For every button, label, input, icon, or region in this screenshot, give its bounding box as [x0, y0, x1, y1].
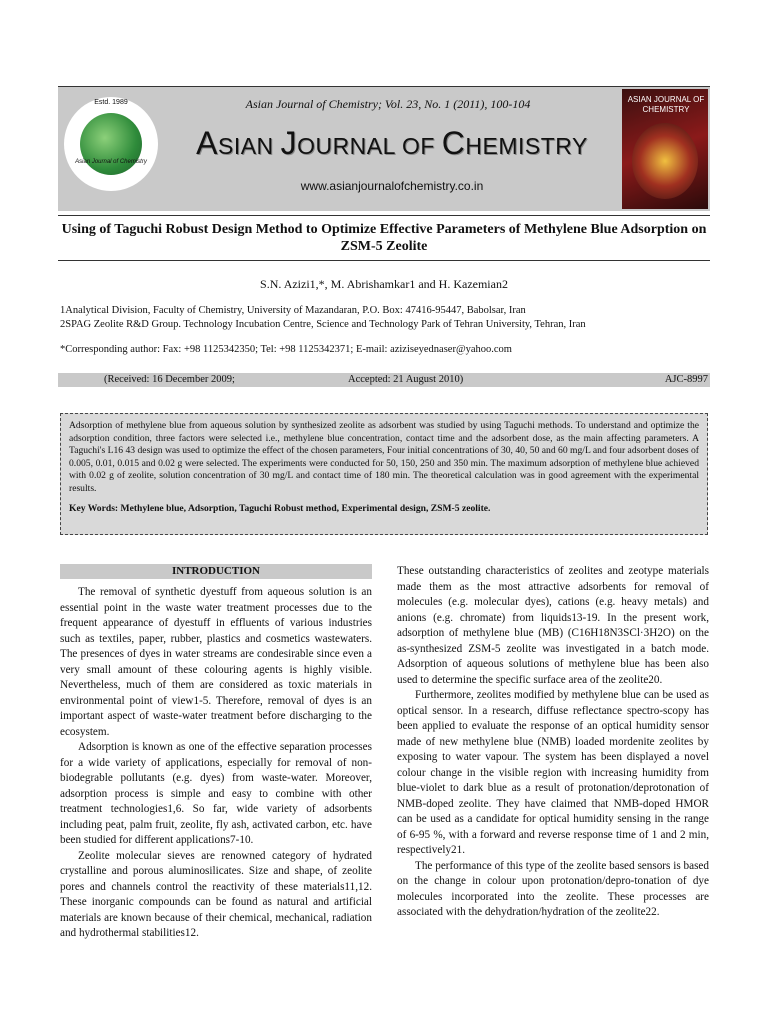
article-code: AJC-8997	[664, 374, 708, 385]
paragraph: These outstanding characteristics of zeolites and zeotype materials made them as the most attractive adsorbents for removal of molecules (e.g. molecular dyes), cations (e.g. heavy metals) and anions (e.g. chromate) from liquids13-19. In the present work, adsorption of methylene blue (MB) (C16H18N3SCl·3H2O) on the as-synthesized ZSM-5 zeolite was investigated in a batch mode. Adsorption of aqueous solutions of methylene blue has been also used to determine the specific surface area of the zeolite20.	[397, 565, 709, 686]
affiliation-2: 2SPAG Zeolite R&D Group. Technology Incubation Centre, Science and Technology Park of Tehran University, Tehran, Iran	[60, 319, 586, 330]
divider	[58, 215, 710, 216]
abstract-text: Adsorption of methylene blue from aqueous solution by synthesized zeolite as adsorbent was studied by using Taguchi methods. To understand and optimize the adsorption condition, three factors were selected i.e., methylene blue concentration, contact time and the adsorbent dose, as the main affecting parameters. A Taguchi's L16 43 design was used to optimize the effect of the chosen parameters, Four initial concentrations of 30, 40, 50 and 60 mg/L and four adsorbent doses of 0.005, 0.01, 0.015 and 0.02 g were selected. The experiments were conducted for 50, 150, 250 and 350 min. The maximum adsorption of methylene blue achieved with 0.02 g of zeolite, solution concentration of 30 mg/L and contact time of 180 min. The theoretical calculation was in good agreement with the experimental results.	[69, 420, 699, 494]
paragraph: Adsorption is known as one of the effective separation processes for a wide variety of applications, especially for removal of non-biodegrable pollutants (e.g. dyes) from waste-water. Moreover, adsorption process is simple and easy to combine with other treatment technologies1,6. So far, wide variety of adsorbents including peat, palm fruit, zeolite, fly ash, activated carbon, etc. have been studied for different applications7-10.	[60, 741, 372, 846]
article-title: Using of Taguchi Robust Design Method to Optimize Effective Parameters of Methylene Blue Adsorption on ZSM-5 Zeolite	[61, 222, 707, 254]
paragraph: The removal of synthetic dyestuff from aqueous solution is an essential point in the waste water treatment processes due to the frequent appearance of dyestuff in effluents of various industries such as textiles, paper, rubber, plastics and cosmetics wastewaters. The presences of dyes in water streams are condesirable since even a very small amount of these colouring agents is highly visible. Nevertheless, much of them are considered as toxic materials in environmental point of view1-5. Therefore, removal of dyes is an important aspect of waste-water treatment before discharging to the ecosystem.	[60, 586, 372, 738]
journal-name: ASIAN JOURNAL OF CHEMISTRY	[196, 125, 588, 161]
paragraph: The performance of this type of the zeolite based sensors is based on the change in colour upon protonation/depro-tonation of dye molecules incorporated into the zeolite. These processes are associated with the dehydration/hydration of the zeolite22.	[397, 859, 709, 918]
logo-established-text: Estd. 1989	[94, 99, 128, 106]
received-accepted-bar	[58, 373, 710, 387]
accepted-date: Accepted: 21 August 2010)	[348, 374, 464, 385]
logo-ring-text: Asian Journal of Chemistry	[75, 159, 147, 165]
journal-cover-image	[622, 89, 708, 209]
corresponding-author: *Corresponding author: Fax: +98 1125342350; Tel: +98 1125342371; E-mail: aziziseyednaser@yahoo.com	[60, 344, 512, 355]
journal-header	[58, 86, 710, 211]
journal-url[interactable]: www.asianjournalofchemistry.co.in	[300, 179, 484, 193]
left-column	[60, 564, 372, 942]
keywords: Key Words: Methylene blue, Adsorption, Taguchi Robust method, Experimental design, ZSM-5 zeolite.	[69, 503, 491, 514]
cover-art	[632, 123, 698, 199]
received-date: (Received: 16 December 2009;	[104, 374, 235, 385]
globe-icon	[80, 113, 142, 175]
affiliation-1: 1Analytical Division, Faculty of Chemistry, University of Mazandaran, P.O. Box: 47416-95447, Babolsar, Iran	[60, 305, 526, 316]
journal-logo	[64, 97, 158, 191]
paragraph: Zeolite molecular sieves are renowned category of hydrated crystalline and porous aluminosilicates. Size and shape, of zeolite pores and channels control the reactivity of these materials11,12. These inorganic compounds can be found as natural and artificial materials are known because of their chemical, mechanical, radiation and hydrothermal stabilities12.	[60, 849, 372, 939]
right-column	[397, 564, 709, 921]
abstract-box	[60, 413, 708, 535]
cover-title: ASIAN JOURNAL OF CHEMISTRY	[627, 95, 705, 114]
divider	[58, 260, 710, 261]
article-authors: S.N. Azizi1,*, M. Abrishamkar1 and H. Kazemian2	[260, 277, 508, 291]
section-heading: INTRODUCTION	[60, 564, 372, 579]
paragraph: Furthermore, zeolites modified by methylene blue can be used as optical sensor. In a research, diffuse reflectance spectro-scopy has been applied to evaluate the response of an optical humidity sensor made of new methylene blue (NMB) loaded mordenite zeolites by exposing to water vapour. The system has been displayed a novel colour change in the visible region with increasing humidity from blue-violet to dark blue as a result of protonation/deprotonation of NMB-doped zeolite. They have claimed that NMB-doped HMOR can be used as a candidate for optical humidity sensing in the range of 6-95 %, with a forward and reverse response time of 1 and 2 min, respectively21.	[397, 689, 709, 856]
journal-citation: Asian Journal of Chemistry; Vol. 23, No. 1 (2011), 100-104	[245, 97, 531, 111]
